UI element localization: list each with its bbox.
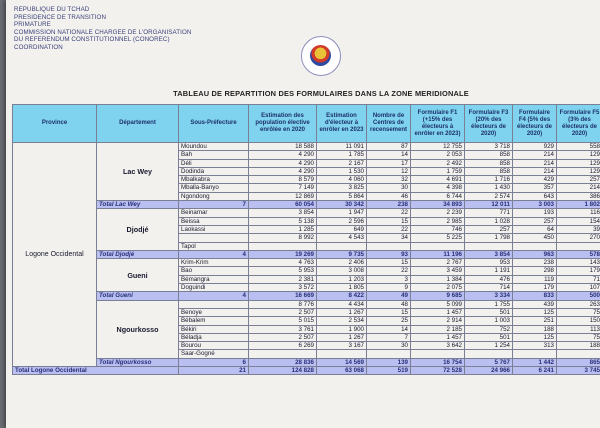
table-row	[13, 209, 600, 217]
value-cell: 5 015	[249, 317, 317, 325]
value-cell: 257	[465, 225, 513, 233]
grand-total-value-cell: 519	[367, 367, 411, 375]
total-value-cell: 963	[513, 250, 557, 258]
value-cell: 22	[367, 209, 411, 217]
total-value-cell: 93	[367, 250, 411, 258]
value-cell: 87	[367, 143, 411, 151]
value-cell: 116	[557, 209, 600, 217]
value-cell: 2 075	[411, 284, 465, 292]
value-cell: 15	[367, 217, 411, 225]
total-value-cell: 19 269	[249, 250, 317, 258]
value-cell: 501	[465, 333, 513, 341]
value-cell	[367, 242, 411, 250]
total-value-cell: 5 767	[465, 358, 513, 366]
sub-prefecture-cell: Mballa-Banyo	[179, 184, 249, 192]
sub-prefecture-cell: Mbalkabra	[179, 176, 249, 184]
total-value-cell: 30 342	[317, 201, 367, 209]
value-cell: 386	[557, 192, 600, 200]
value-cell: 8 579	[249, 176, 317, 184]
value-cell: 3 572	[249, 284, 317, 292]
total-value-cell: 28 836	[249, 358, 317, 366]
total-value-cell: 49	[367, 292, 411, 300]
value-cell: 2 574	[465, 192, 513, 200]
total-value-cell: 7	[179, 201, 249, 209]
value-cell: 1 267	[317, 308, 367, 316]
value-cell: 5 225	[411, 234, 465, 242]
sub-prefecture-cell: Bémangra	[179, 275, 249, 283]
value-cell: 649	[317, 225, 367, 233]
value-cell: 3 718	[465, 143, 513, 151]
value-cell: 4 290	[249, 151, 317, 159]
distribution-table	[12, 104, 600, 375]
value-cell: 1 384	[411, 275, 465, 283]
column-header: Formulaire F4 (5% des électeurs de 2020)	[513, 105, 557, 143]
value-cell	[249, 242, 317, 250]
grand-total-value-cell: 24 966	[465, 367, 513, 375]
total-value-cell: 865	[557, 358, 600, 366]
value-cell: 1 028	[465, 217, 513, 225]
letterhead-line: REPUBLIQUE DU TCHAD	[14, 6, 90, 13]
value-cell: 1 254	[465, 342, 513, 350]
column-header: Estimation des population élective enrôlée en 2020	[249, 105, 317, 143]
total-value-cell: 4	[179, 250, 249, 258]
value-cell: 1 285	[249, 225, 317, 233]
total-value-cell: 3 334	[465, 292, 513, 300]
value-cell: 75	[557, 308, 600, 316]
total-label: Total Gueni	[97, 292, 179, 300]
value-cell	[557, 350, 600, 358]
value-cell: 125	[513, 308, 557, 316]
value-cell: 2 985	[411, 217, 465, 225]
value-cell: 12	[367, 167, 411, 175]
value-cell: 46	[367, 192, 411, 200]
total-value-cell: 14 569	[317, 358, 367, 366]
value-cell: 150	[557, 317, 600, 325]
total-value-cell: 12 011	[465, 201, 513, 209]
sub-prefecture-cell: Bourou	[179, 342, 249, 350]
value-cell: 2 053	[411, 151, 465, 159]
value-cell: 2 534	[317, 317, 367, 325]
value-cell: 7	[367, 333, 411, 341]
value-cell: 64	[513, 225, 557, 233]
value-cell: 214	[513, 167, 557, 175]
value-cell: 238	[513, 259, 557, 267]
value-cell	[317, 350, 367, 358]
value-cell: 179	[513, 284, 557, 292]
value-cell: 5 953	[249, 267, 317, 275]
document-sheet	[6, 0, 600, 428]
value-cell: 3 825	[317, 184, 367, 192]
value-cell: 8 992	[249, 234, 317, 242]
sub-prefecture-cell: Béladja	[179, 333, 249, 341]
total-value-cell: 16 669	[249, 292, 317, 300]
value-cell	[411, 350, 465, 358]
value-cell: 3 167	[317, 342, 367, 350]
value-cell: 188	[557, 342, 600, 350]
value-cell: 11 091	[317, 143, 367, 151]
sub-prefecture-cell: Saar-Gogné	[179, 350, 249, 358]
value-cell	[513, 350, 557, 358]
value-cell: 357	[513, 184, 557, 192]
value-cell: 4 543	[317, 234, 367, 242]
value-cell: 25	[367, 317, 411, 325]
value-cell: 4 763	[249, 259, 317, 267]
total-value-cell: 3 003	[513, 201, 557, 209]
column-header: Sous-Préfecture	[179, 105, 249, 143]
total-value-cell: 833	[513, 292, 557, 300]
table-row	[13, 143, 600, 151]
value-cell: 14	[367, 325, 411, 333]
value-cell: 214	[513, 159, 557, 167]
value-cell: 429	[513, 176, 557, 184]
value-cell: 4 691	[411, 176, 465, 184]
value-cell: 1 947	[317, 209, 367, 217]
sub-prefecture-cell: Beissa	[179, 217, 249, 225]
value-cell: 17	[367, 159, 411, 167]
column-header: Nombre de Centres de recensement	[367, 105, 411, 143]
value-cell: 858	[465, 151, 513, 159]
value-cell: 3 642	[411, 342, 465, 350]
value-cell: 1 430	[465, 184, 513, 192]
total-label: Total Lac Wey	[97, 201, 179, 209]
value-cell: 1 785	[317, 151, 367, 159]
total-value-cell: 4	[179, 292, 249, 300]
column-header: Formulaire F3 (20% des électeurs de 2020)	[465, 105, 513, 143]
grand-total-label: Total Logone Occidental	[13, 367, 179, 375]
value-cell: 113	[557, 325, 600, 333]
grand-total-value-cell: 6 241	[513, 367, 557, 375]
value-cell: 3	[367, 275, 411, 283]
value-cell: 1 716	[465, 176, 513, 184]
value-cell: 188	[513, 325, 557, 333]
total-value-cell: 578	[557, 250, 600, 258]
value-cell: 1 203	[317, 275, 367, 283]
value-cell: 32	[367, 176, 411, 184]
value-cell: 14	[367, 151, 411, 159]
department-cell: Ngourkosso	[97, 300, 179, 358]
value-cell: 2 185	[411, 325, 465, 333]
value-cell: 6 744	[411, 192, 465, 200]
grand-total-value-cell: 21	[179, 367, 249, 375]
value-cell: 15	[367, 308, 411, 316]
total-value-cell: 500	[557, 292, 600, 300]
value-cell	[465, 350, 513, 358]
letterhead-line: COMMISSION NATIONALE CHARGEE DE L'ORGANISATION	[14, 28, 192, 36]
column-header: Province	[13, 105, 97, 143]
value-cell: 3 761	[249, 325, 317, 333]
value-cell: 39	[557, 225, 600, 233]
value-cell: 75	[557, 333, 600, 341]
letterhead-line: PRIMATURE	[14, 21, 51, 29]
value-cell: 1 805	[317, 284, 367, 292]
value-cell	[317, 242, 367, 250]
value-cell: 558	[557, 143, 600, 151]
value-cell: 8 776	[249, 300, 317, 308]
conorec-seal-icon	[301, 36, 341, 76]
table-row	[13, 300, 600, 308]
value-cell: 5 864	[317, 192, 367, 200]
value-cell: 30	[367, 184, 411, 192]
sub-prefecture-cell: Tapol	[179, 242, 249, 250]
total-value-cell: 9 685	[411, 292, 465, 300]
value-cell	[557, 242, 600, 250]
total-value-cell: 11 196	[411, 250, 465, 258]
value-cell: 2 767	[411, 259, 465, 267]
total-value-cell: 34 893	[411, 201, 465, 209]
value-cell: 858	[465, 167, 513, 175]
value-cell	[411, 242, 465, 250]
value-cell: 439	[513, 300, 557, 308]
value-cell: 6 269	[249, 342, 317, 350]
value-cell: 251	[513, 317, 557, 325]
value-cell: 107	[557, 284, 600, 292]
department-total-row	[13, 292, 600, 300]
value-cell: 12 755	[411, 143, 465, 151]
value-cell: 257	[557, 176, 600, 184]
grand-total-value-cell: 72 528	[411, 367, 465, 375]
value-cell: 129	[557, 159, 600, 167]
value-cell: 2 167	[317, 159, 367, 167]
value-cell: 2 507	[249, 333, 317, 341]
letterhead	[14, 6, 314, 52]
sub-prefecture-cell: Ngondong	[179, 192, 249, 200]
total-value-cell: 9 735	[317, 250, 367, 258]
sub-prefecture-cell: Bébalem	[179, 317, 249, 325]
value-cell: 263	[557, 300, 600, 308]
value-cell: 746	[411, 225, 465, 233]
value-cell: 15	[367, 259, 411, 267]
value-cell: 4 434	[317, 300, 367, 308]
value-cell: 22	[367, 267, 411, 275]
sub-prefecture-cell: Moundou	[179, 143, 249, 151]
value-cell: 714	[465, 284, 513, 292]
sub-prefecture-cell: Békiri	[179, 325, 249, 333]
sub-prefecture-cell	[179, 300, 249, 308]
value-cell: 2 492	[411, 159, 465, 167]
total-value-cell: 8 422	[317, 292, 367, 300]
value-cell: 143	[557, 259, 600, 267]
value-cell: 1 267	[317, 333, 367, 341]
total-value-cell: 3 854	[465, 250, 513, 258]
value-cell: 129	[557, 151, 600, 159]
total-value-cell: 238	[367, 201, 411, 209]
letterhead-line: COORDINATION	[14, 43, 63, 51]
grand-total-row	[13, 367, 600, 375]
sub-prefecture-cell: Beinamar	[179, 209, 249, 217]
value-cell: 771	[465, 209, 513, 217]
value-cell: 4 290	[249, 167, 317, 175]
value-cell: 3 459	[411, 267, 465, 275]
value-cell: 125	[513, 333, 557, 341]
value-cell: 2 239	[411, 209, 465, 217]
value-cell: 257	[513, 217, 557, 225]
value-cell: 1 759	[411, 167, 465, 175]
sub-prefecture-cell: Bah	[179, 151, 249, 159]
letterhead-line: DU REFERENDUM CONSTITUTIONNEL (CONOREC)	[14, 36, 170, 44]
department-cell: Lac Wey	[97, 143, 179, 201]
value-cell: 858	[465, 159, 513, 167]
value-cell: 48	[367, 300, 411, 308]
column-header: Département	[97, 105, 179, 143]
value-cell: 270	[557, 234, 600, 242]
sub-prefecture-cell: Benoye	[179, 308, 249, 316]
value-cell: 2 596	[317, 217, 367, 225]
total-value-cell: 16 754	[411, 358, 465, 366]
value-cell: 643	[513, 192, 557, 200]
letterhead-line: PRESIDENCE DE TRANSITION	[14, 13, 107, 21]
table-body	[13, 143, 600, 375]
department-cell: Djodjé	[97, 209, 179, 250]
value-cell: 30	[367, 342, 411, 350]
value-cell: 119	[513, 275, 557, 283]
value-cell	[367, 350, 411, 358]
value-cell: 214	[513, 151, 557, 159]
value-cell: 71	[557, 275, 600, 283]
value-cell: 2 381	[249, 275, 317, 283]
value-cell: 18 588	[249, 143, 317, 151]
value-cell: 1 003	[465, 317, 513, 325]
department-total-row	[13, 201, 600, 209]
value-cell: 1 755	[465, 300, 513, 308]
value-cell: 154	[557, 217, 600, 225]
value-cell: 4 398	[411, 184, 465, 192]
value-cell: 1 457	[411, 308, 465, 316]
total-label: Total Djodjé	[97, 250, 179, 258]
column-header: Formulaire F1 (+15% des électeurs à enrôler en 2023)	[411, 105, 465, 143]
value-cell	[249, 350, 317, 358]
value-cell: 501	[465, 308, 513, 316]
value-cell: 1 530	[317, 167, 367, 175]
sub-prefecture-cell: Krim-Krim	[179, 259, 249, 267]
grand-total-value-cell: 3 745	[557, 367, 600, 375]
value-cell: 7 149	[249, 184, 317, 192]
value-cell: 476	[465, 275, 513, 283]
value-cell: 313	[513, 342, 557, 350]
value-cell: 3 854	[249, 209, 317, 217]
value-cell: 34	[367, 234, 411, 242]
value-cell: 129	[557, 167, 600, 175]
value-cell: 193	[513, 209, 557, 217]
value-cell: 953	[465, 259, 513, 267]
value-cell: 752	[465, 325, 513, 333]
value-cell: 1 798	[465, 234, 513, 242]
grand-total-value-cell: 124 828	[249, 367, 317, 375]
value-cell: 450	[513, 234, 557, 242]
column-header: Formulaire F5 (3% des électeurs de 2020)	[557, 105, 600, 143]
department-total-row	[13, 358, 600, 366]
total-value-cell: 60 054	[249, 201, 317, 209]
grand-total-value-cell: 63 068	[317, 367, 367, 375]
table-row	[13, 259, 600, 267]
total-value-cell: 1 802	[557, 201, 600, 209]
total-value-cell: 139	[367, 358, 411, 366]
value-cell: 2 914	[411, 317, 465, 325]
total-label: Total Ngourkosso	[97, 358, 179, 366]
sub-prefecture-cell	[179, 234, 249, 242]
value-cell: 2 507	[249, 308, 317, 316]
value-cell: 1 900	[317, 325, 367, 333]
value-cell	[465, 242, 513, 250]
value-cell: 3 008	[317, 267, 367, 275]
value-cell: 5 138	[249, 217, 317, 225]
value-cell: 214	[557, 184, 600, 192]
value-cell: 4 290	[249, 159, 317, 167]
value-cell: 5 099	[411, 300, 465, 308]
total-value-cell: 6	[179, 358, 249, 366]
value-cell: 1 457	[411, 333, 465, 341]
province-cell: Logone Occidental	[13, 143, 97, 367]
value-cell: 2 406	[317, 259, 367, 267]
value-cell: 12 869	[249, 192, 317, 200]
table-header-row	[13, 105, 600, 143]
sub-prefecture-cell: Dodinda	[179, 167, 249, 175]
department-cell: Gueni	[97, 259, 179, 292]
value-cell: 298	[513, 267, 557, 275]
sub-prefecture-cell: Laokassi	[179, 225, 249, 233]
value-cell: 179	[557, 267, 600, 275]
value-cell: 9	[367, 284, 411, 292]
column-header: Estimation d'électeur à enrôler en 2023	[317, 105, 367, 143]
sub-prefecture-cell: Bao	[179, 267, 249, 275]
value-cell: 929	[513, 143, 557, 151]
sub-prefecture-cell: Déli	[179, 159, 249, 167]
value-cell: 4 060	[317, 176, 367, 184]
value-cell	[513, 242, 557, 250]
value-cell: 1 191	[465, 267, 513, 275]
sub-prefecture-cell: Doguindi	[179, 284, 249, 292]
department-total-row	[13, 250, 600, 258]
total-value-cell: 1 442	[513, 358, 557, 366]
value-cell: 22	[367, 225, 411, 233]
document-title: TABLEAU DE REPARTITION DES FORMULAIRES DANS LA ZONE MERIDIONALE	[173, 89, 469, 98]
